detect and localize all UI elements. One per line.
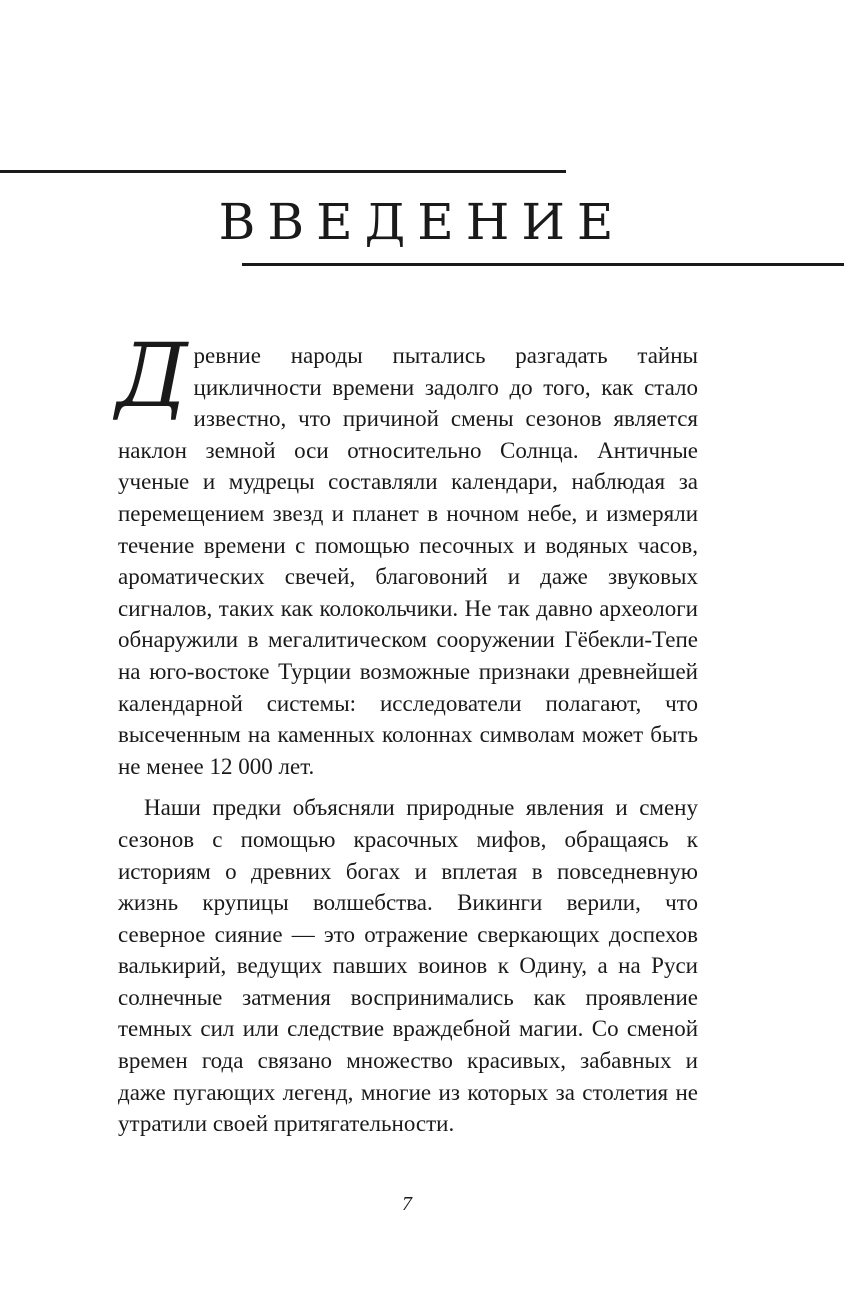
page-number: 7	[402, 1193, 412, 1215]
paragraph-1	[116, 324, 698, 782]
top-decorative-rule	[0, 170, 566, 173]
paragraph-1-text: ревние народы пытались разгадать тайны цикличности времени задолго до того, как стало известно, что причиной смены сезонов является наклон земной оси относительно Солнца. Античные ученые и мудрецы составляли календари, наблюдая за перемещением звезд и планет в ночном небе, и измеряли течение времени с помощью песочных и водяных часов, ароматических свечей, благовоний и даже звуковых сигналов, таких как колокольчики. Не так давно археологи обнаружили в мегалитическом сооружении Гёбекли-Тепе на юго-востоке Турции возможные признаки древнейшей календарной системы: исследователи полагают, что высеченным на каменных колоннах символам может быть не менее 12 000 лет.	[118, 343, 698, 779]
drop-cap: Д	[116, 324, 188, 427]
bottom-decorative-rule	[242, 263, 844, 266]
body-text	[116, 324, 698, 1140]
chapter-title-text: ВВЕДЕНИЕ	[218, 193, 626, 251]
chapter-title	[0, 192, 844, 252]
paragraph-2: Наши предки объясняли природные явления и смену сезонов с помощью красочных мифов, обращаясь к историям о древних богах и вплетая в повседневную жизнь крупицы волшебства. Викинги верили, что северное сияние — это отражение сверкающих доспехов валькирий, ведущих павших воинов к Одину, а на Руси солнечные затмения воспринимались как проявление темных сил или следствие враждебной магии. Со сменой времен года связано множество красивых, забавных и даже пугающих легенд, многие из которых за столетия не утратили своей притягательности.	[118, 795, 698, 1137]
